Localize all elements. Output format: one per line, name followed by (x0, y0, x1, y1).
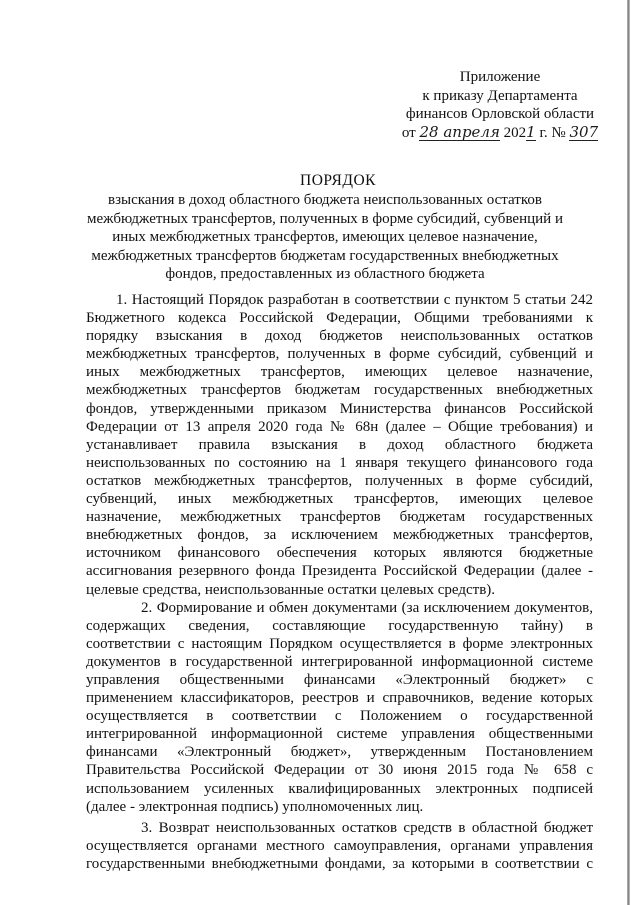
handwritten-number: 307 (569, 122, 599, 141)
paragraph-line: внебюджетных фондов, за исключением межбюджетных трансфертов, (86, 527, 593, 544)
paragraph-line: ассигнования резервного фонда Президента Российской Федерации (далее - (86, 563, 593, 580)
paragraph-line: Федерации от 13 апреля 2020 года № 68н (далее – Общие требования) и (86, 418, 593, 435)
page-edge-shadow (627, 0, 630, 905)
paragraph-line: неиспользованных по состоянию на 1 января текущего финансового года (86, 454, 593, 471)
paragraph-line: документов в государственной интегрированной информационной системе (86, 653, 593, 670)
subtitle-line: фондов, предоставленных из областного бюджета (165, 266, 485, 283)
subtitle-line: межбюджетных трансфертов бюджетам государственных внебюджетных (91, 247, 559, 264)
paragraph-line: осуществляется в соответствии с Положением о государственной (86, 708, 593, 725)
paragraph-line: (далее - электронная подпись) уполномоченных лиц. (86, 798, 424, 815)
document-body (86, 291, 593, 873)
paragraph-line: источником финансового обеспечения которых являются бюджетные (86, 545, 593, 562)
paragraph-line: субвенций, иных межбюджетных трансфертов, имеющих целевое (86, 491, 593, 508)
paragraph-line: содержащих сведения, составляющие государственную тайну) в (86, 617, 593, 634)
paragraph-line: Правительства Российской Федерации от 30 июня 2015 года № 658 с (86, 762, 593, 779)
appendix-order-ref: к приказу Департамента (422, 87, 578, 104)
paragraph-line: Бюджетного кодекса Российской Федерации, Общими требованиями к (86, 310, 593, 327)
paragraph-line: назначение, межбюджетных трансфертов бюджетам государственных (86, 509, 593, 526)
paragraph-line: интегрированной информационной системе управления общественными (86, 726, 593, 743)
paragraph-line: целевые средства, неиспользованные остатки целевых средств). (86, 581, 496, 598)
paragraph-line: 1. Настоящий Порядок разработан в соответствии с пунктом 5 статьи 242 (116, 292, 593, 308)
paragraph-line: соответствии с настоящим Порядком осуществляется в форме электронных (86, 635, 593, 652)
handwritten-date: 28 апреля (419, 122, 500, 141)
appendix-title: Приложение (459, 69, 541, 85)
paragraph-line: использованием усиленных квалифицированных электронных подписей (86, 780, 593, 797)
paragraph-line: применением классификаторов, реестров и справочников, ведение которых (86, 690, 593, 707)
paragraph-line: осуществляется органами местного самоуправления, органами управления (86, 837, 593, 854)
subtitle-line: межбюджетных трансфертов, полученных в форме субсидий, субвенций и (87, 210, 563, 227)
paragraph-line: финансами «Электронный бюджет», утвержденным Постановлением (86, 744, 593, 761)
paragraph-line: межбюджетных трансфертов бюджетам государственных внебюджетных (86, 382, 593, 399)
paragraph-1 (86, 291, 593, 599)
paragraph-line: 2. Формирование и обмен документами (за исключением документов, (141, 599, 593, 616)
paragraph-line: иных межбюджетных трансфертов, имеющих целевое назначение, (86, 364, 593, 381)
paragraph-line: остатков межбюджетных трансфертов, полученных в форме субсидий, (86, 472, 593, 489)
paragraph-2 (86, 599, 593, 816)
paragraph-line: устанавливает правила взыскания в доход областного бюджета (86, 436, 593, 453)
appendix-date-line (380, 124, 620, 143)
paragraph-3 (86, 819, 593, 873)
handwritten-year: 1 (526, 122, 536, 141)
paragraph-line: государственными внебюджетными фондами, за которыми в соответствии с (86, 855, 593, 872)
subtitle-line: иных межбюджетных трансфертов, имеющих целевое назначение, (112, 229, 538, 246)
year-suffix: г. № (539, 124, 566, 141)
appendix-department: финансов Орловской области (405, 106, 595, 122)
date-prefix: от (401, 124, 416, 141)
appendix-header (380, 68, 620, 142)
paragraph-line: межбюджетных трансфертов, полученных в форме субсидий, субвенций и (86, 346, 593, 363)
year-prefix: 202 (503, 124, 527, 141)
paragraph-line: управления общественными финансами «Электронный бюджет» с (86, 671, 593, 688)
subtitle-line: взыскания в доход областного бюджета неиспользованных остатков (108, 192, 542, 208)
paragraph-line: 3. Возврат неиспользованных остатков средств в областной бюджет (141, 819, 593, 836)
paragraph-line: фондов, утвержденными приказом Министерства финансов Российской (86, 400, 593, 417)
document-subtitle (70, 191, 580, 284)
paragraph-line: порядку взыскания в доход бюджетов неиспользованных остатков (86, 328, 593, 345)
document-title: ПОРЯДОК (300, 172, 376, 189)
